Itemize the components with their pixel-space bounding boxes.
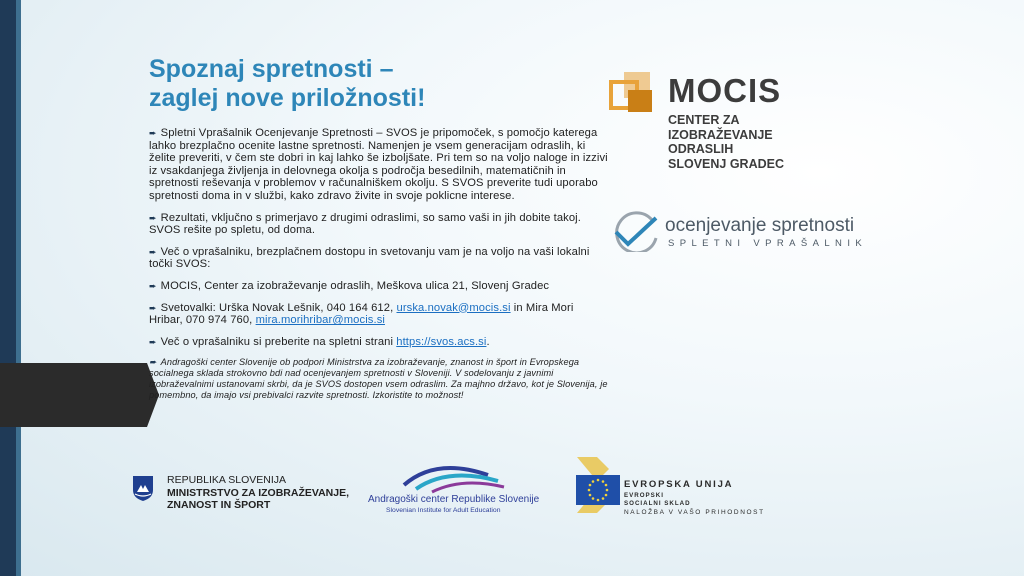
svos-subtitle: SPLETNI VPRAŠALNIK — [668, 238, 868, 249]
paragraph-intro-text: Spletni Vprašalnik Ocenjevanje Spretnosti – SVOS je pripomoček, s pomočjo katerega lahko brezplačno ocenite lastne spretnosti. Namenjen je vsem generacijam odraslih, ki želite preveriti, v čem ste dobri in kaj lahko še izboljšate. Pri tem so na voljo naloge in izzivi iz vsakdanjega življenja in delovnega okolja s področja besedilnih, matematičnih in spretnosti reševanja v problemov v računalniškem okolju. S SVOS preverite tudi uporabo spretnosti doma in v službi, kako zdravo živite in svoje poklicne interese. — [149, 127, 608, 202]
mocis-sub-line: IZOBRAŽEVANJE — [668, 127, 773, 142]
dark-tab-shape — [0, 363, 147, 427]
mocis-name: MOCIS — [668, 72, 782, 109]
email-link-urska[interactable]: urska.novak@mocis.si — [396, 301, 511, 314]
acs-name: Andragoški center Republike Slovenije — [368, 494, 540, 505]
paragraph-advisors — [149, 302, 609, 327]
ministry-line-2: MINISTRSTVO ZA IZOBRAŽEVANJE, — [167, 486, 350, 499]
mocis-subtitle — [668, 113, 828, 171]
svos-name: ocenjevanje spretnosti — [665, 215, 855, 236]
paragraph-intro — [149, 127, 609, 203]
advisors-text-2: in Mira Mori Hribar, 070 974 760, — [149, 301, 574, 327]
acs-subtitle: Slovenian Institute for Adult Education — [386, 507, 501, 514]
bullet-icon: ➨ — [149, 357, 157, 368]
mocis-sub-line: ODRASLIH — [668, 142, 734, 156]
paragraph-acs-note-text: Andragoški center Slovenije ob podpori Ministrstva za izobraževanje, znanost in šport in Evropskega socialnega sklada strokovno bdi nad ocenjevanjem spretnosti v Sloveniji. V sodelovanju z javnimi izobraževalnimi ustanovami skrbi, da je SVOS dostopen vsem odraslim. Za majhno državo, kot je Slovenija, je pomembno, da imajo vsi prebivalci razvite spretnosti. Izkoristite to možnost! — [149, 357, 608, 400]
mocis-sub-line: CENTER ZA — [668, 113, 740, 127]
paragraph-website — [149, 336, 609, 349]
svos-check-icon — [608, 210, 664, 252]
paragraph-acs-note — [149, 357, 609, 400]
advisors-text-1: Svetovalki: Urška Novak Lešnik, 040 164 612, — [160, 301, 397, 314]
bullet-icon: ➨ — [149, 128, 157, 138]
title-line-1: Spoznaj spretnosti – — [149, 55, 394, 83]
paragraph-more-info-text: Več o vprašalniku, brezplačnem dostopu in svetovanju vam je na voljo na vaši lokalni točki SVOS: — [149, 245, 590, 271]
slovenia-coat-of-arms-icon — [130, 474, 156, 502]
bullet-icon: ➨ — [149, 212, 157, 223]
mocis-logo-icon — [608, 68, 668, 118]
ministry-line-3: ZNANOST IN ŠPORT — [167, 499, 271, 511]
slide-body — [149, 127, 609, 410]
slide-title — [149, 55, 569, 113]
ministry-label — [167, 474, 357, 512]
title-line-2: zaglej nove priložnosti! — [149, 84, 426, 112]
paragraph-results — [149, 212, 609, 237]
eu-subtitle — [624, 492, 704, 508]
website-text: Več o vprašalniku si preberite na spletni strani — [160, 335, 397, 348]
bullet-icon: ➨ — [149, 336, 157, 347]
paragraph-results-text: Rezultati, vključno s primerjavo z drugimi odraslimi, so samo vaši in jih dobite takoj. SVOS rešite po spletu, od doma. — [149, 211, 581, 237]
eu-title: EVROPSKA UNIJA — [624, 479, 734, 490]
website-text-end: . — [486, 335, 490, 348]
ministry-line-1: REPUBLIKA SLOVENIJA — [167, 474, 287, 486]
acs-wave-logo-icon — [396, 455, 506, 495]
mocis-sub-line: SLOVENJ GRADEC — [668, 156, 784, 171]
paragraph-address-text: MOCIS, Center za izobraževanje odraslih, Meškova ulica 21, Slovenj Gradec — [160, 279, 550, 292]
bullet-icon: ➨ — [149, 280, 157, 291]
bullet-icon: ➨ — [149, 302, 157, 313]
left-accent-stripe — [16, 0, 21, 576]
eu-sub-line: SOCIALNI SKLAD — [624, 500, 691, 507]
left-accent-bar — [0, 0, 16, 576]
website-link[interactable]: https://svos.acs.si — [396, 335, 487, 348]
bullet-icon: ➨ — [149, 246, 157, 257]
eu-tagline: NALOŽBA V VAŠO PRIHODNOST — [624, 509, 765, 516]
paragraph-more-info — [149, 246, 609, 271]
eu-flag-logo-icon — [575, 455, 623, 517]
paragraph-address — [149, 280, 609, 293]
email-link-mira[interactable]: mira.morihribar@mocis.si — [255, 314, 385, 327]
eu-sub-line: EVROPSKI — [624, 492, 664, 499]
